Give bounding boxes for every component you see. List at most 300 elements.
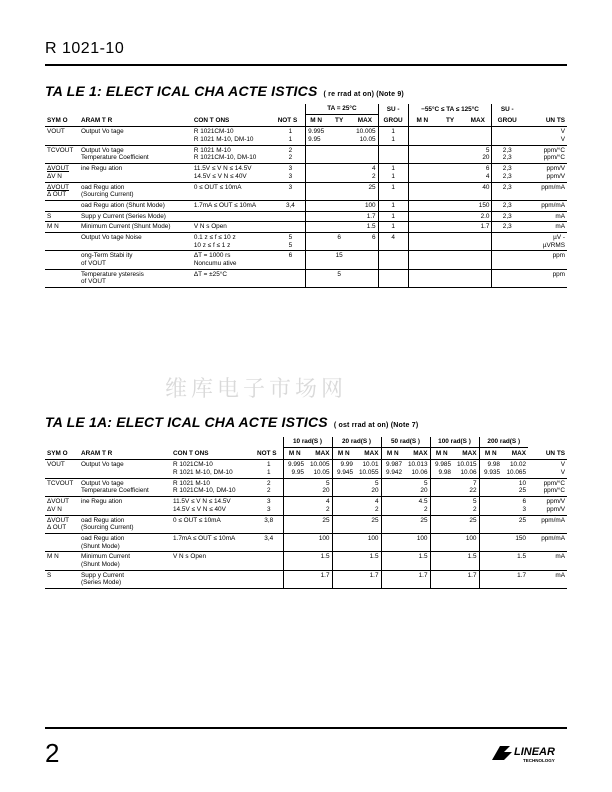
- table1a-cond-line: R 1021CM-10, DM-10: [173, 487, 236, 495]
- table1a-cond: [171, 552, 255, 570]
- table1-typ2: [436, 164, 464, 182]
- table1a-value-line: 9.98: [487, 461, 500, 469]
- table1-units-line: V: [560, 136, 565, 144]
- table1-grp2: [492, 222, 522, 233]
- table1-typ1: [326, 182, 352, 200]
- table1a-value: [283, 552, 306, 570]
- table1-max1-line: 6: [372, 233, 376, 241]
- table1a-value-line: 1.5: [369, 553, 379, 561]
- table1a-param-line: (Series Mode): [81, 579, 122, 587]
- table1-col-header: NOT S: [276, 114, 306, 127]
- table1a-param-line: Minimum Current: [81, 553, 131, 561]
- table1a-value: [404, 478, 430, 496]
- table1a-param: [79, 552, 171, 570]
- table1-subtitle: ( re rrad at on) (Note 9): [323, 91, 404, 98]
- table1-max2: [464, 269, 492, 287]
- table1a-value-line: 1.5: [467, 553, 477, 561]
- table1-cond-line: Noncumu ative: [193, 260, 237, 267]
- table1-max1: [352, 200, 378, 211]
- table1-title: TA LE 1: ELECT ICAL CHA ACTE ISTICS ( re rrad at on) (Note 9): [45, 83, 404, 99]
- table1a-value: [502, 478, 528, 496]
- table1-col-header: MAX: [352, 114, 378, 127]
- table1-sym: [45, 127, 79, 145]
- table1a-col-header: NOT S: [255, 447, 283, 460]
- table1-units: [522, 200, 567, 211]
- table1-param-line: ong-Term Stabi ity: [80, 252, 133, 260]
- table1a-value: [283, 533, 306, 551]
- table1a-value: [381, 460, 404, 478]
- table1-max2-line: 6: [485, 165, 490, 173]
- table1-max2-line: 1.7: [480, 223, 490, 231]
- table1-cond-line: 11.5V ≤ V N ≤ 14.5V: [193, 165, 252, 173]
- table1-units: [522, 182, 567, 200]
- table1-grp1: [378, 182, 408, 200]
- table1-sym-line: S: [47, 212, 52, 220]
- table1-param-line: Temperature ysteresis: [80, 270, 144, 278]
- table1a-value: [430, 533, 453, 551]
- table1-typ2: [436, 145, 464, 163]
- table1a-param: [79, 533, 171, 551]
- table1a-value: [381, 497, 404, 515]
- table1-grp1: [378, 269, 408, 287]
- table1a-sym: [45, 552, 79, 570]
- table1a-value: [332, 478, 355, 496]
- table1a-value: [355, 497, 381, 515]
- table1-min1: [306, 200, 327, 211]
- table1-max1-line: 100: [364, 201, 376, 209]
- table1-typ1: [326, 251, 352, 269]
- table1a-units: [528, 515, 567, 533]
- table1-units-line: µVRMS: [542, 241, 565, 249]
- table1a-notes-line: 1: [266, 469, 271, 477]
- table1a-sym: [45, 478, 79, 496]
- table1a-param: [79, 497, 171, 515]
- table1a-group-header: 100 rad(S ): [430, 437, 479, 447]
- table1a-value-line: 5: [423, 479, 428, 487]
- table1-param-line: Output Vo tage Noise: [80, 233, 142, 241]
- table1-cond-line: 0.1 z ≤ f ≤ 10 z: [193, 233, 236, 241]
- footer-rule: [45, 727, 567, 729]
- table1a-sym-line: Δ OUT: [47, 524, 67, 532]
- table1-min1: [306, 127, 327, 145]
- table1a-value-line: 9.942: [386, 469, 402, 477]
- table1a-value: [381, 570, 404, 588]
- table1a-value: [502, 497, 528, 515]
- table1a-value-line: 9.987: [386, 461, 402, 469]
- table1-units-line: ppm: [552, 252, 565, 260]
- table-row: [45, 222, 567, 233]
- table1a-value-line: 25: [518, 487, 526, 495]
- table1-cond: [192, 164, 276, 182]
- table1-grp1-line: 1: [391, 128, 395, 136]
- table1-param-line: Output Vo tage: [80, 146, 124, 154]
- table1-param: [79, 269, 192, 287]
- table1-cond-line: V N s Open: [193, 223, 227, 231]
- table1-min1: [306, 251, 327, 269]
- table1-max1: [352, 127, 378, 145]
- table1-notes-line: 3: [288, 172, 293, 180]
- table1a-value-line: 10.02: [510, 461, 526, 469]
- table1-grp1: [378, 127, 408, 145]
- table1a-col-header: MAX: [306, 447, 332, 460]
- table1a-value-line: 5: [374, 479, 379, 487]
- table1a-value-line: 2: [423, 505, 428, 513]
- table1a-cond: [171, 533, 255, 551]
- table1a-units-line: ppm/°C: [543, 487, 565, 495]
- table1-cond-line: 0 ≤ OUT ≤ 10mA: [193, 183, 242, 191]
- table1a-group-header: 10 rad(S ): [283, 437, 332, 447]
- table1-cond-line: ΔT = 1000 rs: [193, 252, 231, 260]
- table1a-value: [479, 533, 502, 551]
- table1-max2: [464, 164, 492, 182]
- table1-param: [79, 222, 192, 233]
- table-row: [45, 232, 567, 250]
- table1a-value-line: 5: [325, 479, 330, 487]
- table1a-value-line: 9.935: [484, 469, 500, 477]
- table1a-value-line: 25: [322, 516, 330, 524]
- table1-param-line: of VOUT: [80, 278, 106, 286]
- table1-typ1: [326, 232, 352, 250]
- table-row: [45, 570, 567, 588]
- table1-notes: [276, 232, 306, 250]
- table1-notes-line: 3,4: [285, 201, 295, 209]
- table1a-value: [502, 552, 528, 570]
- table1-units-line: mA: [555, 223, 565, 231]
- table1a-notes-line: 3,4: [264, 534, 274, 542]
- table1-max1-line: 1.7: [366, 212, 376, 220]
- table-row: [45, 164, 567, 182]
- table1-col-header: GROU: [492, 114, 522, 127]
- table1a-col-header: MAX: [502, 447, 528, 460]
- table1-param: [79, 164, 192, 182]
- table1a-value-line: 25: [518, 516, 526, 524]
- table1-typ1-line: 15: [335, 252, 343, 260]
- table1-typ2: [436, 251, 464, 269]
- table1a-value-line: 20: [322, 487, 330, 495]
- table1-max1: [352, 145, 378, 163]
- table1a-title: TA LE 1A: ELECT ICAL CHA ACTE ISTICS ( ost rrad at on) (Note 7): [45, 414, 419, 430]
- table1-units-line: µV -: [553, 233, 565, 241]
- table1a-param-line: (Sourcing Current): [81, 524, 134, 532]
- table1a-value: [453, 478, 479, 496]
- table1a-units: [528, 460, 567, 478]
- table1a-value-line: 10: [518, 479, 526, 487]
- table1-max1: [352, 182, 378, 200]
- table1-cond: [192, 251, 276, 269]
- linear-technology-logo: [490, 742, 568, 764]
- table1-col-header: TY: [436, 114, 464, 127]
- table1a-value: [332, 460, 355, 478]
- table1a-cond: [171, 478, 255, 496]
- table1-units-line: ppm/V: [546, 172, 565, 180]
- table1-typ1: [326, 269, 352, 287]
- table1a-value: [502, 570, 528, 588]
- table-row: [45, 497, 567, 515]
- table1-max1-line: 10.05: [359, 136, 376, 144]
- table1-param-line: Supp y Current (Series Mode): [80, 212, 166, 220]
- table1-units: [522, 251, 567, 269]
- table1-max1: [352, 211, 378, 222]
- table1-grp2: [492, 251, 522, 269]
- table1-cond-line: R 1021 M-10: [193, 146, 231, 154]
- table1-sym: [45, 164, 79, 182]
- table1-grp1-line: 1: [391, 165, 395, 173]
- table1a-value-line: 1.7: [418, 571, 428, 579]
- table1a-notes-line: 3: [266, 498, 271, 506]
- table1a-col-header: ARAM T R: [79, 447, 171, 460]
- table1-max1: [352, 164, 378, 182]
- table1-notes-line: 6: [288, 252, 293, 260]
- table1a-value-line: 100: [465, 534, 477, 542]
- table1a-value: [283, 570, 306, 588]
- table1a-units: [528, 570, 567, 588]
- table1-cond: [192, 182, 276, 200]
- table1a-units: [528, 533, 567, 551]
- table1-notes: [276, 127, 306, 145]
- table1a-value: [479, 515, 502, 533]
- table1-min1: [306, 182, 327, 200]
- table1-col-header: MAX: [464, 114, 492, 127]
- table1a-notes: [255, 570, 283, 588]
- table1a-value: [453, 533, 479, 551]
- table1-param: [79, 211, 192, 222]
- table1a-value: [479, 497, 502, 515]
- table1a-value-line: 1.7: [369, 571, 379, 579]
- table1a-param-line: ine Regu ation: [81, 498, 123, 506]
- table1-max1-line: 10.005: [356, 128, 376, 136]
- table1-typ2: [436, 269, 464, 287]
- table1-sym-line: VOUT: [47, 128, 65, 136]
- table1-min2: [408, 145, 436, 163]
- table1-min2: [408, 211, 436, 222]
- table1a-value: [355, 552, 381, 570]
- table1-max1-line: 4: [372, 165, 376, 173]
- table1a-cond: [171, 497, 255, 515]
- table1a-value-line: 1.5: [320, 553, 330, 561]
- table1a-value-line: 5: [472, 498, 477, 506]
- table1-col-header: UN TS: [522, 114, 567, 127]
- table1a-notes: [255, 460, 283, 478]
- table1-cond-line: 1.7mA ≤ OUT ≤ 10mA: [193, 201, 257, 209]
- table1a-value-line: 9.985: [435, 461, 451, 469]
- table1a-value-line: 10.06: [411, 469, 428, 477]
- table-row: [45, 460, 567, 478]
- table1a-col-header: UN TS: [528, 447, 567, 460]
- table1-units: [522, 145, 567, 163]
- table1a-value: [381, 515, 404, 533]
- table1-typ1: [326, 200, 352, 211]
- table1-cond-line: 14.5V ≤ V N ≤ 40V: [193, 172, 247, 180]
- table1a-value: [381, 478, 404, 496]
- table1-group-su2: SU -: [492, 104, 522, 114]
- table1-max2: [464, 251, 492, 269]
- table1a-param-line: oad Regu ation: [81, 516, 125, 524]
- table1a-value: [430, 515, 453, 533]
- table1a-col-header: CON T ONS: [171, 447, 255, 460]
- table1-max1: [352, 232, 378, 250]
- table1-units-line: ppm/V: [546, 165, 565, 173]
- table1a-value-line: 1.7: [467, 571, 477, 579]
- table1-param: [79, 182, 192, 200]
- table1a-units-line: V: [560, 469, 565, 477]
- table1a-value: [283, 497, 306, 515]
- table1a-value: [404, 552, 430, 570]
- table1a-sym-line: TCVOUT: [47, 479, 74, 487]
- table1a-sym-line: ΔVOUT: [47, 516, 70, 524]
- table1a-value-line: 10.01: [362, 461, 379, 469]
- table1a-units-line: V: [560, 461, 565, 469]
- table1a-param-line: oad Regu ation: [81, 534, 125, 542]
- table1-min1: [306, 232, 327, 250]
- table-row: [45, 211, 567, 222]
- table1-sym-line: Δ OUT: [47, 191, 67, 199]
- table1a: [45, 437, 567, 589]
- table1-typ1: [326, 211, 352, 222]
- table1-param-line: oad Regu ation (Shunt Mode): [80, 201, 165, 209]
- table1-min1: [306, 211, 327, 222]
- table1a-units-line: mA: [555, 553, 565, 561]
- table1-notes-line: 3: [288, 183, 293, 191]
- table1-col-header: GROU: [378, 114, 408, 127]
- table1a-sym-line: S: [47, 571, 52, 579]
- table1-sym: [45, 211, 79, 222]
- table1-max2-line: 150: [478, 201, 490, 209]
- table1-cond: [192, 200, 276, 211]
- table1a-notes-line: 3: [266, 505, 271, 513]
- table1a-sym: [45, 533, 79, 551]
- table1-max2: [464, 182, 492, 200]
- table1a-value: [283, 478, 306, 496]
- table1-grp1-line: 1: [391, 136, 395, 144]
- table1-notes: [276, 145, 306, 163]
- table1-max1: [352, 222, 378, 233]
- table1a-notes: [255, 478, 283, 496]
- table1-param-line: Temperature Coefficient: [80, 154, 149, 162]
- table1-max2-line: 40: [482, 183, 490, 191]
- table1-col-header: CON T ONS: [192, 114, 276, 127]
- table1a-cond-line: 14.5V ≤ V N ≤ 40V: [173, 505, 226, 513]
- table1a-value-line: 20: [371, 487, 379, 495]
- table1-units: [522, 127, 567, 145]
- table1-sym-line: M N: [47, 223, 59, 231]
- table1a-value: [404, 570, 430, 588]
- table1-cond: [192, 232, 276, 250]
- table1-notes-line: 5: [288, 241, 293, 249]
- table1a-value-line: 10.055: [358, 469, 379, 477]
- table1-sym: [45, 145, 79, 163]
- table1a-col-header: MAX: [404, 447, 430, 460]
- table1-grp2-line: 2,3: [502, 183, 512, 191]
- table1a-value-line: 9.945: [337, 469, 353, 477]
- table-row: [45, 145, 567, 163]
- table1-max2-line: 4: [485, 172, 490, 180]
- table1a-units-line: ppm/mA: [541, 534, 565, 542]
- table1a-notes: [255, 552, 283, 570]
- table1a-param: [79, 570, 171, 588]
- table1-grp1-line: 1: [391, 183, 395, 191]
- table1-units-line: ppm/mA: [541, 183, 565, 191]
- table1a-value-line: 2: [325, 505, 330, 513]
- table1-max2: [464, 232, 492, 250]
- table1a-sym-line: M N: [47, 553, 59, 561]
- table1-notes-line: 1: [288, 136, 293, 144]
- table1-max2: [464, 222, 492, 233]
- table1a-cond-line: R 1021 M-10: [173, 479, 210, 487]
- table1a-sym: [45, 460, 79, 478]
- table1a-value: [306, 570, 332, 588]
- table1-min2: [408, 164, 436, 182]
- table1a-group-header: 50 rad(S ): [381, 437, 430, 447]
- table1a-value: [453, 552, 479, 570]
- table1-sym-line: TCVOUT: [47, 146, 74, 154]
- table1-cond: [192, 269, 276, 287]
- table1a-value: [430, 460, 453, 478]
- table1-cond: [192, 211, 276, 222]
- table1a-value: [404, 533, 430, 551]
- table1-sym: [45, 251, 79, 269]
- table1-sym: [45, 222, 79, 233]
- table1-max2: [464, 127, 492, 145]
- table1-grp1-line: 1: [391, 172, 395, 180]
- table1a-value-line: 10.013: [407, 461, 428, 469]
- table1-grp2: [492, 200, 522, 211]
- table1-units-line: ppm/°C: [543, 154, 565, 162]
- table1a-col-header: MAX: [355, 447, 381, 460]
- table1a-param-line: Supp y Current: [81, 571, 124, 579]
- table1-notes: [276, 182, 306, 200]
- table1-units-line: mA: [555, 212, 565, 220]
- table1-typ1: [326, 145, 352, 163]
- table1a-subtitle: ( ost rrad at on) (Note 7): [333, 422, 419, 429]
- table1a-cond: [171, 515, 255, 533]
- table1-notes: [276, 200, 306, 211]
- table1-grp2-line: 2,3: [502, 212, 512, 220]
- table1a-cond-line: 11.5V ≤ V N ≤ 14.5V: [173, 498, 231, 506]
- table1a-value-line: 6: [522, 498, 526, 506]
- table1-notes: [276, 222, 306, 233]
- table1-param-line: (Sourcing Current): [80, 191, 134, 199]
- table1a-value: [332, 570, 355, 588]
- table1a-value-line: 2: [472, 505, 477, 513]
- table1-typ2: [436, 211, 464, 222]
- table1-units: [522, 269, 567, 287]
- table1a-value: [306, 552, 332, 570]
- table1-sym: [45, 200, 79, 211]
- table1-param-line: of VOUT: [80, 260, 106, 267]
- table1a-notes: [255, 497, 283, 515]
- table1-grp1-line: 1: [391, 212, 395, 220]
- table1-notes-line: 2: [288, 154, 293, 162]
- table1-typ2: [436, 222, 464, 233]
- table1a-value-line: 7: [472, 479, 477, 487]
- table1-grp2: [492, 182, 522, 200]
- table1-grp2: [492, 211, 522, 222]
- table1-notes: [276, 251, 306, 269]
- table1a-param-line: Output Vo tage: [81, 479, 124, 487]
- table1-sym: [45, 182, 79, 200]
- table1a-notes-line: 3,8: [264, 516, 274, 524]
- table1a-group-header: 20 rad(S ): [332, 437, 381, 447]
- table1a-param-line: (Shunt Mode): [81, 542, 120, 550]
- table1-sym-line: ΔVOUT: [47, 165, 70, 173]
- table1-max2-line: 20: [482, 154, 490, 162]
- table1a-col-header: MAX: [453, 447, 479, 460]
- table1a-units-line: ppm/V: [546, 505, 565, 513]
- table1-max1-line: 25: [368, 183, 376, 191]
- table1a-units-line: ppm/°C: [543, 479, 565, 487]
- table1a-value: [355, 460, 381, 478]
- table1a-value-line: 150: [515, 534, 526, 542]
